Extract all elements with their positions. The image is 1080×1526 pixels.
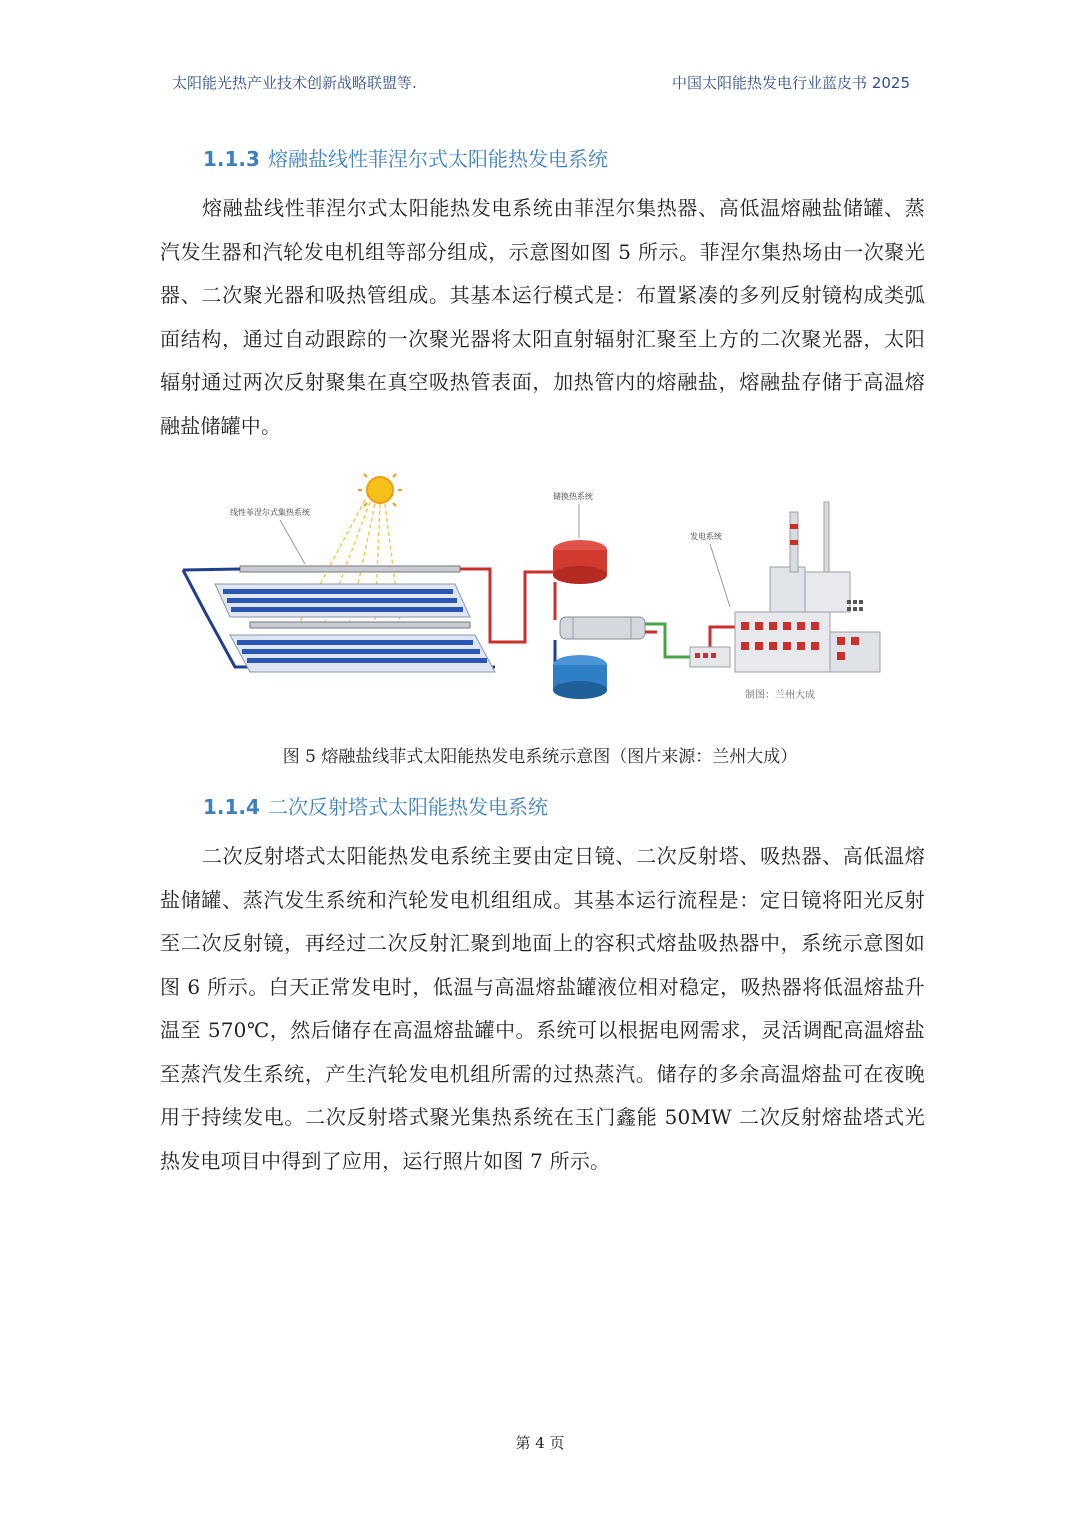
section-title: 二次反射塔式太阳能热发电系统 (267, 795, 548, 819)
page-number: 第 4 页 (515, 1434, 565, 1452)
figure-caption: 图 5 熔融盐线菲式太阳能热发电系统示意图（图片来源：兰州大成） (282, 747, 798, 767)
leader-line-collector (280, 520, 305, 564)
receiver-tube-upper (240, 566, 460, 572)
header-left: 太阳能光热产业技术创新战略联盟等. (172, 74, 417, 92)
figure-5-diagram (175, 472, 895, 712)
cold-tank (553, 655, 607, 699)
pipe-to-plant (710, 627, 735, 647)
label-credit: 制图：兰州大成 (745, 690, 815, 701)
paragraph-114: 二次反射塔式太阳能热发电系统主要由定日镜、二次反射塔、吸热器、高低温熔盐储罐、蒸汽发生系统和汽轮发电机组组成。其基本运行流程是：定日镜将阳光反射至二次反射镜，再经过二次反射汇聚到地面上的容积式熔盐吸热器中，系统示意图如图 6 所示。白天正常发电时，低温与高温熔盐罐液位相对稳定，吸热器将低温熔盐升温至 570℃，然后储存在高温熔盐罐中。系统可以根据电网需求，灵活调配高温熔盐至蒸汽发生系统，产生汽轮发电机组所需的过热蒸汽。储存的多余高温熔盐可在夜晚用于持续发电。二次反射塔式聚光集热系统在玉门鑫能 50MW 二次反射熔盐塔式光热发电项目中得到了应用，运行照片如图 7 所示。 (160, 844, 925, 1173)
label-collector: 线性菲涅尔式集热系统 (230, 508, 310, 517)
section-heading-114 (203, 791, 548, 820)
section-number: 1.1.3 (203, 147, 260, 171)
power-plant (690, 502, 880, 672)
section-title: 熔融盐线性菲涅尔式太阳能热发电系统 (267, 147, 608, 171)
mirror-field-upper (215, 584, 470, 617)
section-heading-113 (203, 143, 608, 172)
pipe-steam (645, 624, 690, 657)
hot-tank (553, 540, 607, 584)
paragraph-113: 熔融盐线性菲涅尔式太阳能热发电系统由菲涅尔集热器、高低温熔融盐储罐、蒸汽发生器和汽轮发电机组等部分组成，示意图如图 5 所示。菲涅尔集热场由一次聚光器、二次聚光器和吸热管组成。其基本运行模式是：布置紧凑的多列反射镜构成类弧面结构，通过自动跟踪的一次聚光器将太阳直射辐射汇聚至上方的二次聚光器，太阳辐射通过两次反射聚集在真空吸热管表面，加热管内的熔融盐，熔融盐存储于高温熔融盐储罐中。 (160, 196, 925, 438)
leader-line-power (710, 544, 730, 607)
receiver-tube-lower (250, 622, 470, 628)
mirror-field-lower (230, 635, 495, 672)
section-number: 1.1.4 (203, 795, 260, 819)
label-storage: 储换热系统 (553, 492, 593, 501)
pipe-hot (460, 569, 565, 642)
heat-exchanger (560, 617, 645, 639)
pipe-cold-frame (183, 569, 240, 570)
label-power: 发电系统 (690, 532, 722, 541)
header-right: 中国太阳能热发电行业蓝皮书 2025 (672, 74, 910, 92)
